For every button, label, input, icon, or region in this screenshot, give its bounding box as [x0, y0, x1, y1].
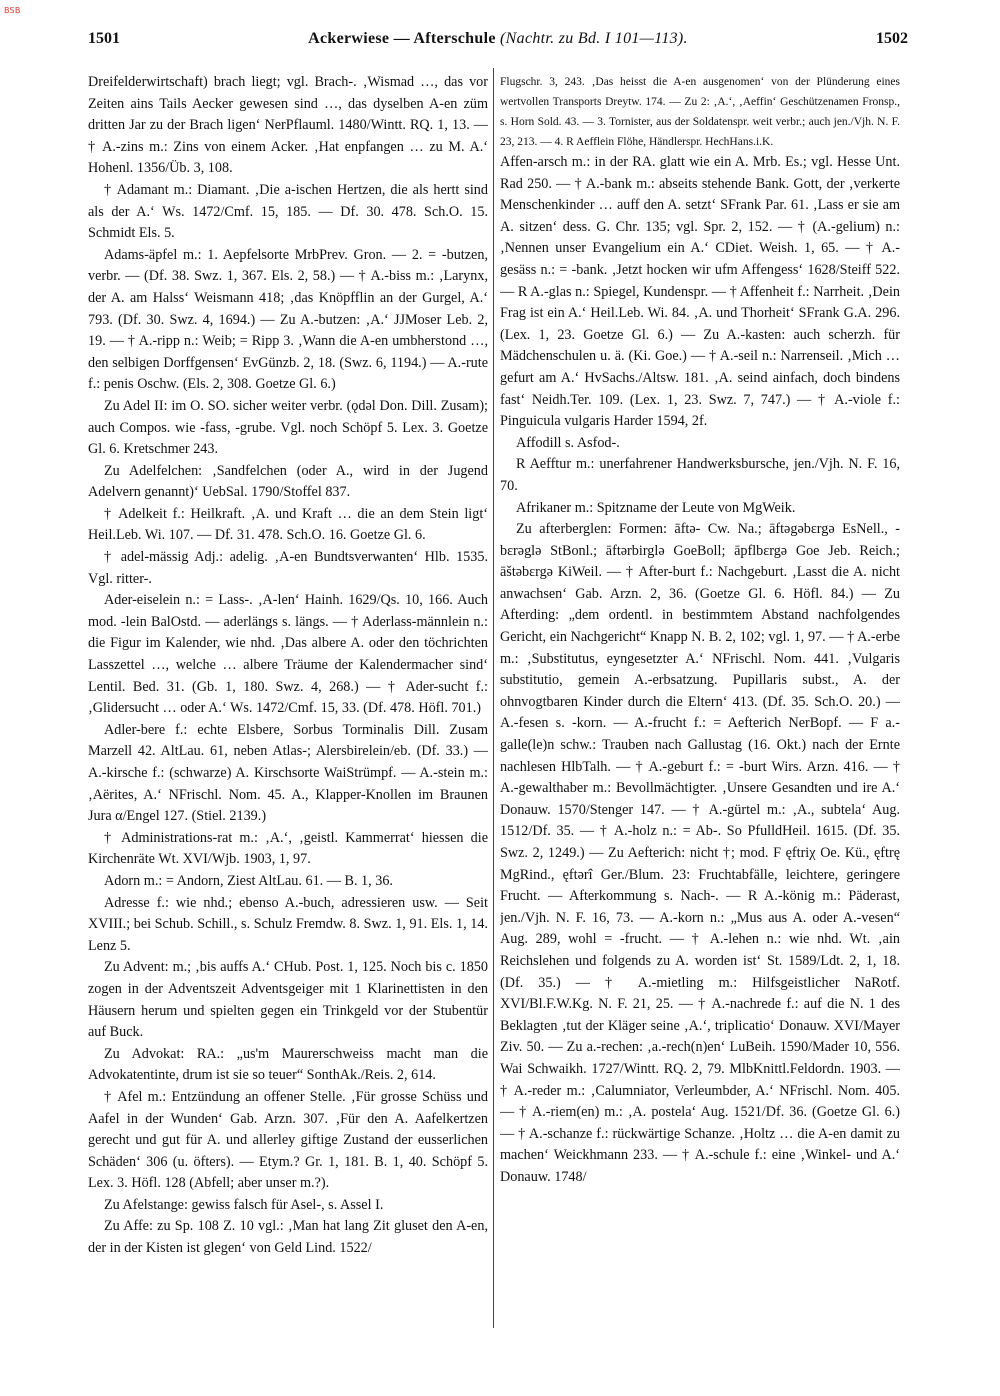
dictionary-entry: Adresse f.: wie nhd.; ebenso A.-buch, adressieren usw. — Seit XVIII.; bei Schub. Schill., s. Schulz Fremdw. 8. Swz. 1, 91. Els. 1, 14. Lenz 5.: [88, 894, 488, 954]
page-header: [88, 30, 908, 54]
dictionary-entry: Flugschr. 3, 243. ‚Das heisst die A-en ausgenomen‘ von der Plünderung eines wertvollen Transports Dreytw. 174. — Zu 2: ‚A.‘, ‚Aeffin‘ Geschützenamen Fronsp., s. Horn Sold. 43. — 3. Tornister, aus der Soldatenspr. weit verbr.; auch jen./Vjh. N. F. 23, 213. — 4. R Aefflein Flöhe, Händlerspr. HechHans.i.K.: [500, 76, 900, 148]
dictionary-entry: † adel-mässig Adj.: adelig. ‚A-en Bundtsverwanten‘ Hlb. 1535. Vgl. ritter-.: [88, 549, 488, 587]
right-column: [500, 72, 900, 1372]
dictionary-entry: Zu Advokat: RA.: „us'm Maurerschweiss macht man die Advokatentinte, drum ist sie so teuer“ SonthAk./Reis. 2, 614.: [88, 1045, 488, 1084]
dictionary-entry: Adams-äpfel m.: 1. Aepfelsorte MrbPrev. Gron. — 2. = -butzen, verbr. — (Df. 38. Swz. 1, 367. Els. 2, 58.) — † A.-biss m.: ‚Larynx, der A. am Halss‘ Weismann 418; ‚das Knöpfflin an der Gurgel, A.‘ 793. (Df. 30. Swz. 4, 1694.) — Zu A.-butzen: ‚A.‘ JJMoser Leb. 2, 19. — † A.-ripp n.: Weib; = Ripp 3. ‚Wann die A-en umbherstond …, den selbigen Dorffgensen‘ EvGünzb. 2, 18. (Swz. 6, 1194.) — A.-rute f.: penis Oschw. (Els. 2, 308. Goetze Gl. 6.): [88, 246, 488, 393]
library-stamp: BSB: [4, 6, 21, 15]
dictionary-entry: Affen-arsch m.: in der RA. glatt wie ein A. Mrb. Es.; vgl. Hesse Unt. Rad 250. — † A.-bank m.: abseits stehende Bank. Gott, der ‚verkerte Menschenkinder … auff den A. setzt‘ SFrank Par. 61. ‚Lass er sie am A. sitzen‘ dess. G. Chr. 135; vgl. Spr. 2, 152. — † (A.-gelium) n.: ‚Nennen unser Evangelium ein A.‘ CDiet. Weish. 1, 65. — † A.-gesäss n.: = -bank. ‚Jetzt hocken wir ufm Affengess‘ 1628/Steiff 522. — R A.-glas n.: Spiegel, Kundenspr. — † Affenheit f.: Narrheit. ‚Dein Frag ist ein A.‘ Heil.Leb. Wi. 84. ‚A. und Thorheit‘ SFrank G.A. 296. (Lex. 1, 23. Goetze Gl. 6.) — Zu A.-kasten: auch scherzh. für Mädchenschulen u. ä. (Ki. Goe.) — † A.-seil n.: Narrenseil. ‚Mich … gefurt am A.‘ HvSachs./Altsw. 181. ‚A. seind ainfach, doch bindens fast‘ Neidh.Ter. 109. (Lex. 1, 23. Swz. 7, 747.) — † A.-viole f.: Pinguicula vulgaris Harder 1594, 2f.: [500, 154, 900, 430]
dictionary-entry: † Afel m.: Entzündung an offener Stelle. ‚Für grosse Schüss und Aafel in der Wunden‘ Gab. Arzn. 307. ‚Für den A. Aafelkertzen gerecht und gut für A. und allerley giftige Zustand der eusserlichen Schäden‘ 306 (u. öfters). — Etym.? Gr. 1, 181. B. 1, 40. Schöpf 5. Lex. 3. Höfl. 128 (Abfell; aber unser m.?).: [88, 1088, 488, 1192]
dictionary-entry: † Administrations-rat m.: ‚A.‘, ‚geistl. Kammerrat‘ hiessen die Kirchenräte Wt. XVI/Wjb. 1903, 1, 97.: [88, 829, 488, 868]
dictionary-entry: Adler-bere f.: echte Elsbere, Sorbus Torminalis Dill. Zusam Marzell 42. AltLau. 61, neben Atlas-; Alersbirelein/eb. (Df. 33.) — A.-kirsche f.: (schwarze) A. Kirschsorte WaiStrümpf. — A.-stein m.: ‚Aërites, A.‘ NFrischl. Nom. 45. A., Klapper-Knollen im Braunen Jura α/Engel 127. (Stiel. 2139.): [88, 721, 488, 825]
left-column: [88, 72, 488, 1372]
dictionary-entry: Zu Advent: m.; ‚bis auffs A.‘ CHub. Post. 1, 125. Noch bis c. 1850 zogen in der Adventszeit Adventsgeiger mit 1 Klarinettisten in den Häusern herum und spielten gegen ein Trinkgeld vor der Stubentür auf Buck.: [88, 959, 488, 1041]
dictionary-entry: Zu Adelfelchen: ‚Sandfelchen (oder A., wird in der Jugend Adelvern genannt)‘ UebSal. 1790/Stoffel 837.: [88, 462, 488, 501]
running-title-main: Ackerwiese — Afterschule: [308, 30, 496, 47]
dictionary-entry: Affodill s. Asfod-.: [516, 434, 620, 451]
dictionary-entry: Zu Afelstange: gewiss falsch für Asel-, s. Assel I.: [104, 1196, 384, 1213]
dictionary-entry: † Adelkeit f.: Heilkraft. ‚A. und Kraft … die an dem Stein ligt‘ Heil.Leb. Wi. 107. — Df. 31. 478. Sch.O. 16. Goetze Gl. 6.: [88, 505, 488, 544]
dictionary-entry: Afrikaner m.: Spitzname der Leute von MgWeik.: [516, 499, 796, 516]
dictionary-entry: † Adamant m.: Diamant. ‚Die a-ischen Hertzen, die als hertt sind als der A.‘ Ws. 1472/Cmf. 15, 185. — Df. 30. 478. Sch.O. 15. Schmidt Els. 5.: [88, 181, 488, 242]
page-number-right: 1502: [876, 30, 908, 47]
dictionary-entry: Zu Adel II: im O. SO. sicher weiter verbr. (ǫdəl Don. Dill. Zusam); auch Compos. wie -fass, -grube. Vgl. noch Schöpf 5. Lex. 3. Goetze Gl. 6. Kretschmer 243.: [88, 397, 488, 458]
column-divider: [493, 68, 494, 1328]
dictionary-entry: Zu Affe: zu Sp. 108 Z. 10 vgl.: ‚Man hat lang Zit gluset den A-en, der in der Kisten ist glegen‘ von Geld Lind. 1522/: [88, 1218, 488, 1257]
dictionary-entry: R Aefftur m.: unerfahrener Handwerksbursche, jen./Vjh. N. F. 16, 70.: [500, 456, 900, 494]
dictionary-entry: Adorn m.: = Andorn, Ziest AltLau. 61. — B. 1, 36.: [104, 872, 393, 889]
dictionary-entry: Ader-eiselein n.: = Lass-. ‚A-len‘ Hainh. 1629/Qs. 10, 166. Auch mod. -lein BalOstd. — aderlängs s. längs. — † Aderlass-männlein n.: die Figur im Kalender, wie nhd. ‚Das albere A. oder den töchrichten Lasszettel …, welche … albere Träume der Kalendermacher sind‘ Lentil. Bed. 31. (Gb. 1, 180. Swz. 4, 268.) — † Ader-sucht f.: ‚Glidersucht … oder A.‘ Ws. 1472/Cmf. 15, 33. (Df. 478. Höfl. 701.): [88, 592, 488, 717]
running-title-sub: (Nachtr. zu Bd. I 101—113).: [500, 30, 688, 47]
page-number-left: 1501: [88, 30, 120, 47]
running-title: [88, 30, 908, 48]
dictionary-entry: Zu afterberglen: Formen: āftə- Cw. Na.; āftəgəbɛrgə EsNell., -bɛrəglə StBonl.; āftərbirglə GoeBoll; āpflbɛrgə Goe Jeb. Reich.; āštəbɛrgə KiWeil. — † After-burt f.: Nachgeburt. ‚Lasst die A. nicht anwachsen‘ Gab. Arzn. 2, 36. (Goetze Gl. 6. Höfl. 84.) — Zu Afterding: „dem ordentl. in bestimmtem Abstand nachfolgendes Gericht, ein Nachgericht“ Knapp N. B. 2, 102; vgl. 1, 97. — † A.-erbe m.: ‚Substitutus, eyngesetzter A.‘ NFrischl. Nom. 441. ‚Vulgaris substitutio, gemein A.-erbsatzung. Pupillaris subst., A. der ohnvogtbaren Kinder durch die Eltern‘ 413. (Df. 35. Sch.O. 20.) — A.-fesen s. -korn. — A.-frucht f.: = Aefterich NerBopf. — F a.-galle(le)n schw.: Trauben nach Gallustag (16. Okt.) nach der Ernte nachlesen HlbTalh. — † A.-geburt f.: = -burt Wirs. Arzn. 416. — † A.-gewalthaber m.: Bevollmächtigter. ‚Unsere Gesandten und ire A.‘ Donauw. 1570/Stenger 147. — † A.-gürtel m.: ‚A., subtela‘ Aug. 1512/Df. 35. — † A.-holz n.: = Ab-. So PfulldHeil. 1615. (Df. 35. Swz. 2, 1249.) — Zu Aefterich: nicht †; mod. F ęftriχ Oe. Kü., ęftrę MgRind., ęftərî Ger./Blum. 23: Fruchtabfälle, leichtere, geringere Frucht. — Afterkommung s. Nach-. — R A.-könig m.: Päderast, jen./Vjh. N. F. 16, 73. — A.-korn n.: „Mus aus A. oder A.-vesen“ Aug. 289, wohl = -frucht. — † A.-lehen n.: wie nhd. Wt. ‚ain Reichslehen und folgends zu A. worden ist‘ St. 1589/Ldt. 2, 1, 18. (Df. 35.) — † A.-mietling m.: Hilfsgeistlicher NaRotf. XVI/Bl.F.W.Kg. N. F. 21, 25. — † A.-nachrede f.: auf die N. 1 des Beklagten ‚tut der Kläger seine ‚A.‘, triplicatio‘ Donauw. XVI/Mayer Ziv. 50. — Zu a.-rechen: ‚a.-rech(n)en‘ LuBeih. 1590/Mader 10, 556. Wai Schwaikh. 1727/Wintt. RQ. 2, 79. MlbKnittl.Feldordn. 1903. — † A.-reder m.: ‚Calumniator, Verleumbder, A.‘ NFrischl. Nom. 405. — † A.-riem(en) m.: ‚A. postela‘ Aug. 1521/Df. 36. (Goetze Gl. 6.) — † A.-schanze f.: rückwärtige Schanze. ‚Holtz … die A-en damit zu machen‘ Weickhmann 233. — † A.-schule f.: eine ‚Winkel- und A.‘ Donauw. 1748/: [500, 521, 900, 1185]
dictionary-entry: Dreifelderwirtschaft) brach liegt; vgl. Brach-. ‚Wismad …, das vor Zeiten ains Tails Aecker gewesen sind …, das dyselben A-en züm dritten Jar zu der Brach ligen‘ NerPflauml. 1480/Wintt. RQ. 1, 13. — † A.-zins m.: Zins von einem Acker. ‚Hat enpfangen … zu M. A.‘ Hohenl. 1356/Üb. 3, 108.: [88, 74, 488, 177]
